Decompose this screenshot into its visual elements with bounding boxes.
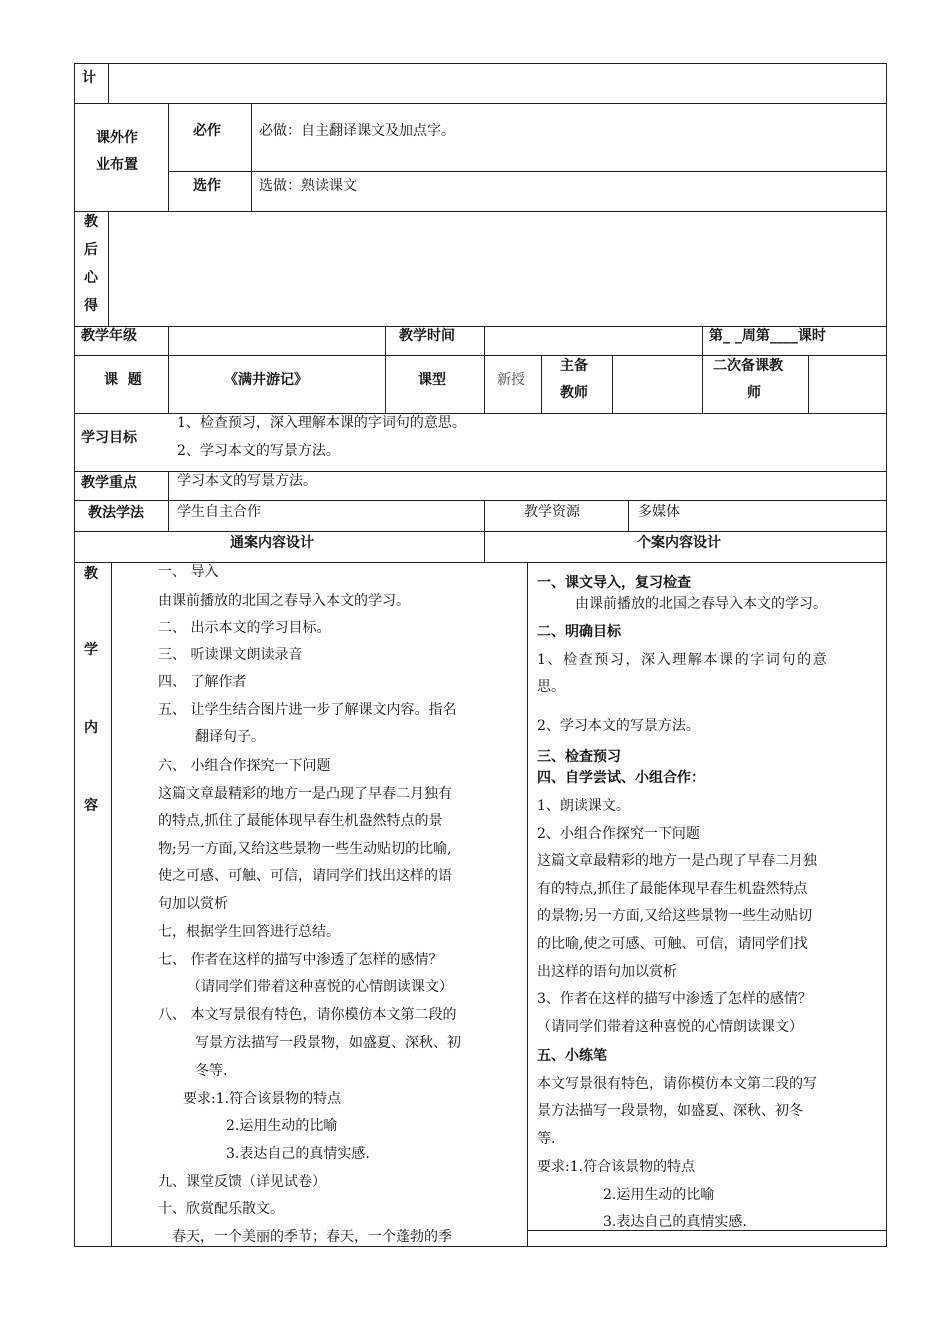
content-side-char: 学 bbox=[84, 642, 98, 658]
left-line: 八、 本文写景很有特色，请你模仿本文第二段的 bbox=[158, 1007, 457, 1023]
second-teacher-label: 二次备课教 bbox=[713, 358, 783, 374]
right-line: 思。 bbox=[537, 679, 565, 695]
common-design-title: 通案内容设计 bbox=[230, 535, 314, 551]
left-line: 一、 导入 bbox=[158, 564, 219, 580]
right-heading: 四、自学尝试、小组合作： bbox=[537, 770, 705, 786]
ji-label: 计 bbox=[82, 70, 96, 86]
left-line: 3.表达自己的真情实感. bbox=[226, 1146, 370, 1162]
right-line: 有的特点,抓住了最能体现早春生机盎然特点 bbox=[537, 881, 808, 897]
left-line: 要求:1.符合该景物的特点 bbox=[183, 1091, 342, 1107]
reflection-char: 得 bbox=[84, 298, 98, 314]
right-line: （请同学们带着这种喜悦的心情朗读课文） bbox=[537, 1019, 803, 1035]
reflection-char: 教 bbox=[84, 214, 98, 230]
right-heading: 二、明确目标 bbox=[537, 624, 621, 640]
content-side-char: 教 bbox=[84, 566, 98, 582]
homework-label-2: 业布置 bbox=[96, 157, 138, 173]
reflection-char: 后 bbox=[84, 242, 98, 258]
left-line: 翻译句子。 bbox=[195, 729, 265, 745]
right-line: 2、学习本文的写景方法。 bbox=[537, 718, 700, 734]
left-line: 写景方法描写一段景物，如盛夏、深秋、初 bbox=[195, 1035, 461, 1051]
optional-label: 选作 bbox=[193, 178, 221, 194]
right-line: 3.表达自己的真情实感. bbox=[603, 1214, 747, 1230]
left-line: 六、 小组合作探究一下问题 bbox=[158, 758, 331, 774]
left-line: 使之可感、可触、可信，请同学们找出这样的语 bbox=[158, 868, 452, 884]
left-line: 这篇文章最精彩的地方一是凸现了早春二月独有 bbox=[158, 786, 452, 802]
optional-text: 选做：熟读课文 bbox=[259, 178, 357, 194]
goal-2: 2、学习本文的写景方法。 bbox=[177, 443, 340, 459]
resource-value: 多媒体 bbox=[638, 504, 680, 520]
focus-label: 教学重点 bbox=[81, 475, 137, 491]
right-line: 景方法描写一段景物，如盛夏、深秋、初冬 bbox=[537, 1103, 803, 1119]
right-line: 要求:1.符合该景物的特点 bbox=[537, 1159, 696, 1175]
goal-1: 1、检查预习，深入理解本课的字词句的意思。 bbox=[177, 415, 466, 431]
required-label: 必作 bbox=[193, 123, 221, 139]
right-line: 这篇文章最精彩的地方一是凸现了早春二月独 bbox=[537, 853, 817, 869]
left-line: 九、课堂反馈（详见试卷） bbox=[158, 1174, 326, 1190]
resource-label: 教学资源 bbox=[524, 504, 580, 520]
method-label: 教法学法 bbox=[88, 505, 144, 521]
goals-label: 学习目标 bbox=[81, 430, 137, 446]
right-line: 的景物;另一方面,又给这些景物一些生动贴切 bbox=[537, 908, 813, 924]
second-teacher-label-2: 师 bbox=[747, 385, 761, 401]
right-line: 1、朗读课文。 bbox=[537, 798, 630, 814]
required-text: 必做：自主翻译课文及加点字。 bbox=[259, 123, 455, 139]
right-line: 本文写景很有特色，请你模仿本文第二段的写 bbox=[537, 1076, 817, 1092]
right-line: 2.运用生动的比喻 bbox=[603, 1187, 715, 1203]
right-line: 等. bbox=[537, 1131, 556, 1147]
topic-value: 《满井游记》 bbox=[224, 372, 308, 388]
content-side-char: 内 bbox=[84, 720, 98, 736]
main-teacher-label-2: 教师 bbox=[560, 385, 588, 401]
right-heading: 五、小练笔 bbox=[537, 1048, 607, 1064]
homework-label: 课外作 bbox=[96, 130, 138, 146]
left-line: 物;另一方面,又给这些景物一些生动贴切的比喻, bbox=[158, 841, 452, 857]
left-line: （请同学们带着这种喜悦的心情朗读课文） bbox=[187, 979, 453, 995]
left-line: 四、 了解作者 bbox=[158, 674, 247, 690]
individual-design-title: 个案内容设计 bbox=[637, 535, 721, 551]
right-line: 出这样的语句加以赏析 bbox=[537, 964, 677, 980]
time-label: 教学时间 bbox=[399, 328, 455, 344]
left-line: 三、 听读课文朗读录音 bbox=[158, 647, 303, 663]
right-line: 1、检查预习，深入理解本课的字词句的意 bbox=[537, 652, 829, 668]
topic-label: 课 题 bbox=[104, 372, 142, 388]
type-value: 新授 bbox=[497, 372, 525, 388]
type-label: 课型 bbox=[418, 372, 446, 388]
left-line: 句加以赏析 bbox=[158, 896, 228, 912]
left-line: 二、 出示本文的学习目标。 bbox=[158, 620, 331, 636]
reflection-char: 心 bbox=[84, 270, 98, 286]
left-line: 七、 作者在这样的描写中渗透了怎样的感情？ bbox=[158, 952, 443, 968]
left-line: 十、欣赏配乐散文。 bbox=[158, 1201, 284, 1217]
content-side-char: 容 bbox=[84, 798, 98, 814]
left-line: 的特点,抓住了最能体现早春生机盎然特点的景 bbox=[158, 813, 443, 829]
focus-text: 学习本文的写景方法。 bbox=[177, 473, 317, 489]
right-line: 由课前播放的北国之春导入本文的学习。 bbox=[575, 596, 827, 612]
right-line: 的比喻,使之可感、可触、可信，请同学们找 bbox=[537, 936, 808, 952]
main-teacher-label: 主备 bbox=[560, 358, 588, 374]
left-line: 由课前播放的北国之春导入本文的学习。 bbox=[158, 593, 410, 609]
right-heading: 一、课文导入，复习检查 bbox=[537, 575, 691, 591]
left-line: 2.运用生动的比喻 bbox=[226, 1118, 338, 1134]
left-line: 五、 让学生结合图片进一步了解课文内容。指名 bbox=[158, 702, 457, 718]
method-text: 学生自主合作 bbox=[177, 504, 261, 520]
grade-label: 教学年级 bbox=[81, 328, 137, 344]
left-line: 春天，一个美丽的季节；春天，一个蓬勃的季 bbox=[172, 1229, 452, 1245]
right-line: 2、小组合作探究一下问题 bbox=[537, 826, 700, 842]
left-line: 冬等. bbox=[195, 1063, 228, 1079]
period-text: 第_ _周第____课时 bbox=[709, 328, 826, 344]
left-line: 七，根据学生回答进行总结。 bbox=[158, 924, 340, 940]
right-line: 3、作者在这样的描写中渗透了怎样的感情？ bbox=[537, 991, 812, 1007]
right-heading: 三、检查预习 bbox=[537, 749, 621, 765]
